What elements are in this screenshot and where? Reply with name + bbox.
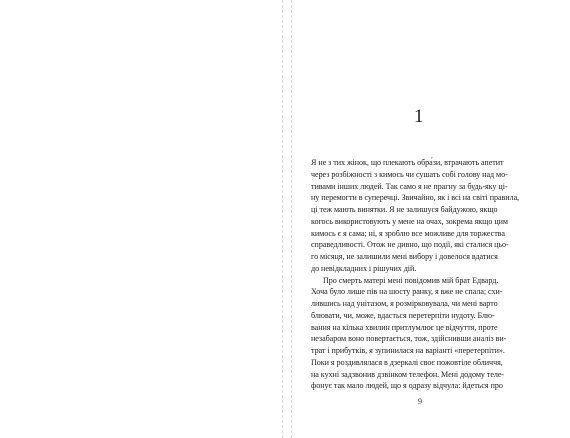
text-line: справедливості. Отож не дивно, що події, які сталися цьо- [311,240,509,250]
text-line: ну перемогти в суперечці. Звичайно, як і всі на світі правила, [311,193,520,203]
text-line: трат і прибутків, я зупинилася на варіанті «перетерпіти». [311,346,505,355]
text-line: на кухні задзвонив дзвінком телефон. Мені додому теле- [311,369,505,379]
text-line: вання на кілька хвилин притлумлює це відчуття, проте [311,322,498,332]
paragraph-first-line: Про смерть матері мені повідомив мій брат Едвард. [323,275,499,285]
text-line: ці теж мають винятки. Я не залишуся байдужою, якщо [311,205,498,214]
page-number: 9 [418,397,422,406]
text-line: фонує так мало людей, що я одразу відчула: йдеться про [311,381,503,391]
text-line: Я не з тих жінок, що плекають обра́зи, втрачають апетит [311,158,504,167]
text-line: через розбіжності з кимось чи сушать собі голову над мо- [311,169,508,179]
text-line: Хоча було лише пів на шосту ранку, я вже не спала; схи- [311,287,503,297]
text-line: кимось є я сама; ні, я зроблю все можливе для торжества [311,228,505,238]
page-gutter [282,0,292,438]
text-line: незабаром воно повертається, тож, здійснивши аналіз ви- [311,334,507,344]
text-line: го місяця, не залишили мені вибору і довелося вдатися [311,252,498,261]
body-text [311,157,526,392]
text-line: тивами інших людей. Так само я не прагну за будь-яку ці- [311,181,508,191]
chapter-number: 1 [414,106,424,127]
text-line: лившись над унітазом, я розмірковувала, чи мені варто [311,299,498,308]
text-line: когось використовують у мене на очах, зокрема якщо цим [311,216,508,226]
left-blank-page [0,0,282,438]
text-line: Поки я роздивлялася в дзеркалі своє пожовтіле обличчя, [311,357,503,367]
text-line: блювати, чи, може, вдасться перетерпіти нудоту. Блю- [311,310,495,320]
text-line: до невідкладних і рішучих дій. [311,263,417,273]
